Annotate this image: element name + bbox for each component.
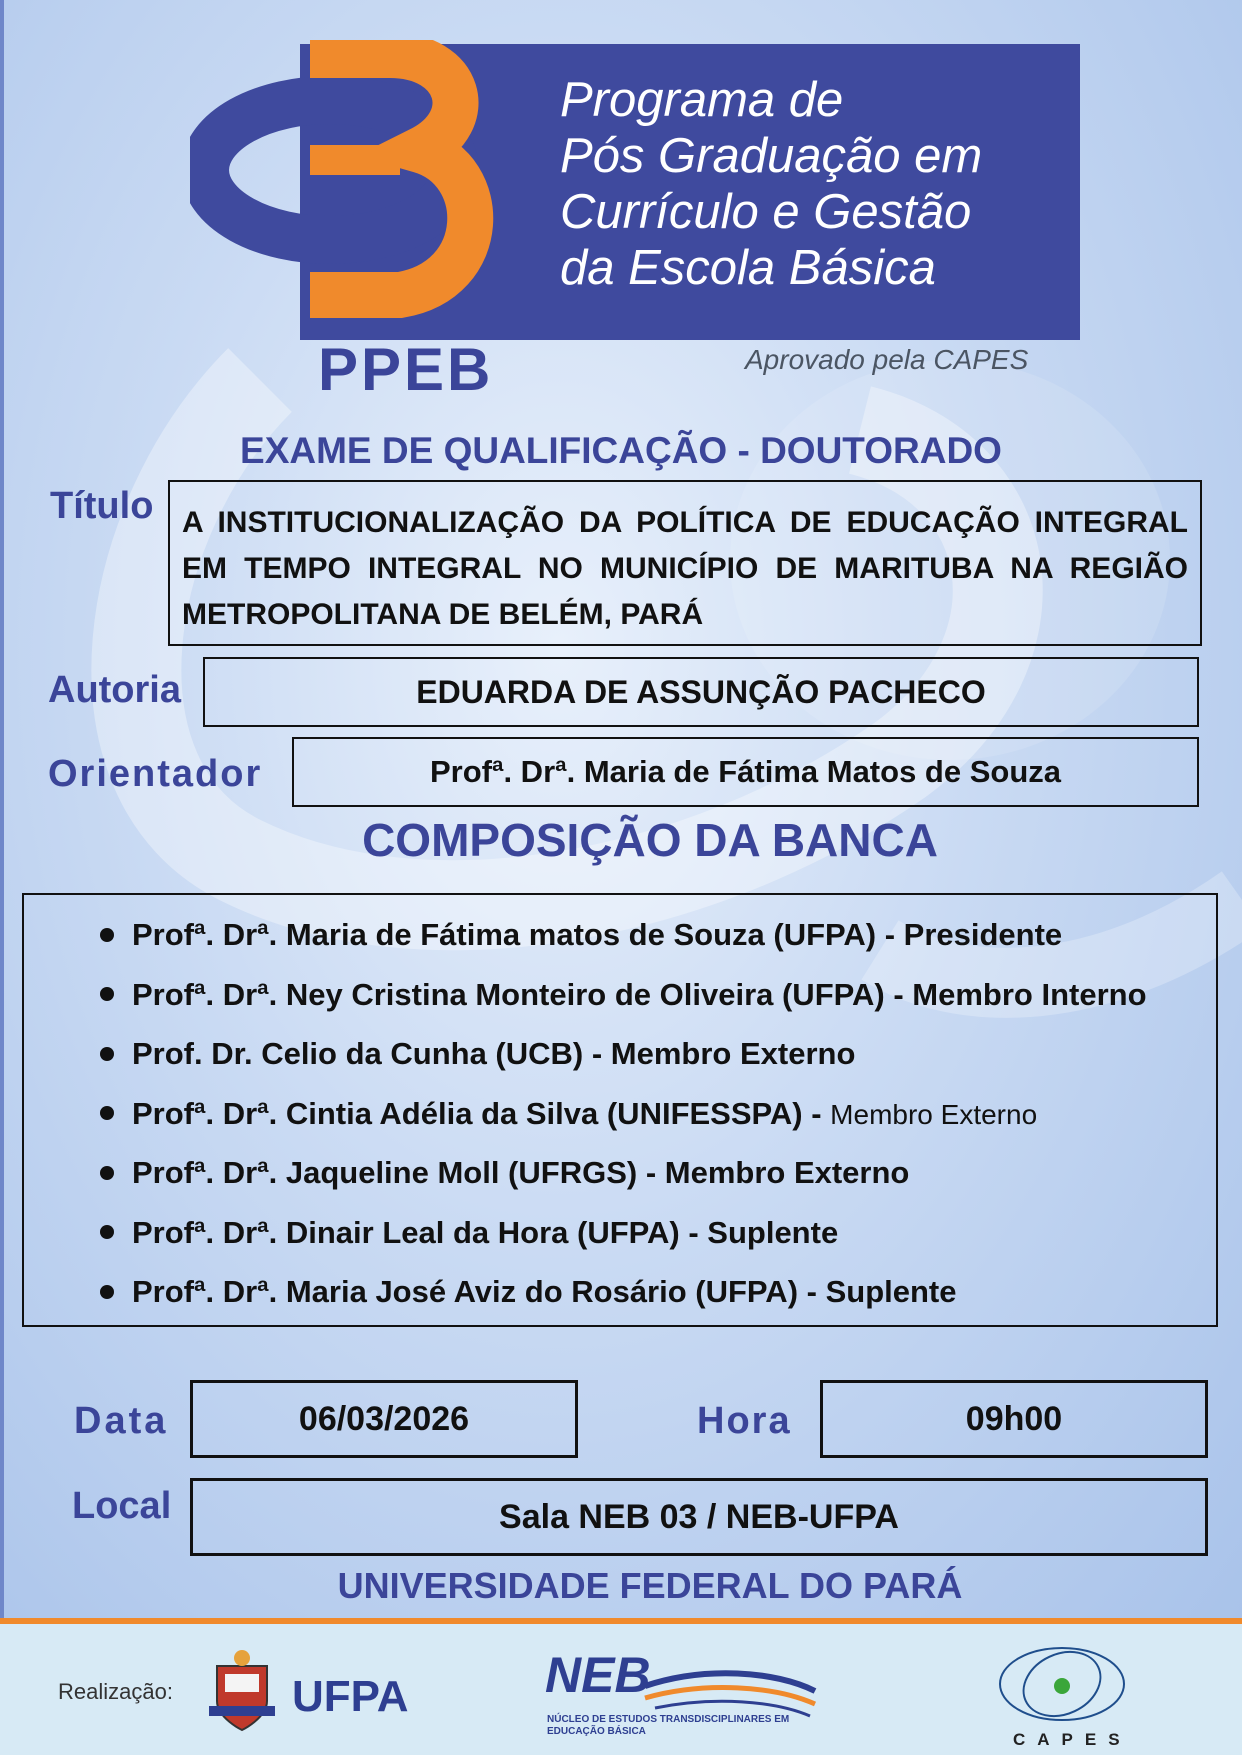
capes-logo-icon [990, 1636, 1140, 1731]
member-name: Profª. Drª. Maria José Aviz do Rosário (UFPA) - [132, 1274, 826, 1309]
bullet-icon [100, 1166, 114, 1180]
board-member [72, 965, 1216, 1025]
capes-wordmark: CAPES [1013, 1730, 1132, 1749]
neb-subtitle: NÚCLEO DE ESTUDOS TRANSDISCIPLINARES EM EDUCAÇÃO BÁSICA [547, 1714, 790, 1737]
member-name: Profª. Drª. Dinair Leal da Hora (UFPA) - [132, 1214, 708, 1250]
realizacao-label: Realização: [58, 1679, 173, 1704]
title-value: A INSTITUCIONALIZAÇÃO DA POLÍTICA DE EDUCAÇÃO INTEGRAL EM TEMPO INTEGRAL NO MUNICÍPIO DE MARITUBA NA REGIÃO METROPOLITANA DE BELÉM, PARÁ [168, 480, 1202, 646]
university-name: UNIVERSIDADE FEDERAL DO PARÁ [337, 1565, 963, 1606]
member-role: Membro Externo [830, 1098, 1038, 1130]
place-value: Sala NEB 03 / NEB-UFPA [190, 1478, 1208, 1556]
board-member [72, 905, 1216, 965]
place-label: Local [72, 1485, 172, 1527]
ufpa-emblem-icon [207, 1646, 277, 1734]
board-member [72, 1262, 1216, 1322]
ufpa-wordmark: UFPA [292, 1672, 409, 1721]
member-name: Profª. Drª. Jaqueline Moll (UFRGS) - [132, 1155, 665, 1190]
board-member [72, 1084, 1216, 1144]
advisor-label: Orientador [48, 753, 263, 795]
title-label: Título [50, 485, 154, 527]
board-member-list [24, 895, 1216, 1322]
neb-wordmark: NEB [545, 1647, 651, 1703]
time-value: 09h00 [820, 1380, 1208, 1458]
bullet-icon [100, 1047, 114, 1061]
capes-approval: Aprovado pela CAPES [745, 344, 1029, 375]
member-name: Profª. Drª. Maria de Fátima matos de Souza (UFPA) - [132, 917, 904, 952]
board-member [72, 1143, 1216, 1203]
board-member [72, 1203, 1216, 1263]
ppeb-logo-icon [190, 40, 520, 340]
member-name: Profª. Drª. Ney Cristina Monteiro de Oliveira (UFPA) - [132, 976, 913, 1012]
advisor-value: Profª. Drª. Maria de Fátima Matos de Souza [292, 737, 1199, 807]
bullet-icon [100, 1106, 114, 1120]
board-heading: COMPOSIÇÃO DA BANCA [362, 814, 938, 866]
member-name: Prof. Dr. Celio da Cunha (UCB) - [132, 1036, 611, 1071]
member-role: Suplente [707, 1214, 839, 1250]
member-role: Membro Interno [912, 976, 1147, 1012]
program-name: Programa de Pós Graduação em Currículo e Gestão da Escola Básica [560, 73, 983, 295]
date-value: 06/03/2026 [190, 1380, 578, 1458]
bullet-icon [100, 1225, 114, 1239]
footer [0, 1618, 1242, 1755]
bullet-icon [100, 928, 114, 942]
program-acronym: PPEB [318, 336, 494, 403]
member-name: Profª. Drª. Cintia Adélia da Silva (UNIFESSPA) - [132, 1095, 831, 1131]
board-member [72, 1024, 1216, 1084]
member-role: Membro Externo [664, 1155, 910, 1190]
member-role: Suplente [825, 1274, 957, 1309]
member-role: Presidente [903, 917, 1063, 952]
bullet-icon [100, 987, 114, 1001]
exam-type-heading: EXAME DE QUALIFICAÇÃO - DOUTORADO [240, 430, 1002, 471]
member-role: Membro Externo [610, 1036, 856, 1071]
author-value: EDUARDA DE ASSUNÇÃO PACHECO [203, 657, 1199, 727]
board-list-box [22, 893, 1218, 1327]
bullet-icon [100, 1285, 114, 1299]
date-label: Data [74, 1400, 169, 1442]
time-label: Hora [697, 1400, 792, 1442]
author-label: Autoria [48, 669, 181, 711]
